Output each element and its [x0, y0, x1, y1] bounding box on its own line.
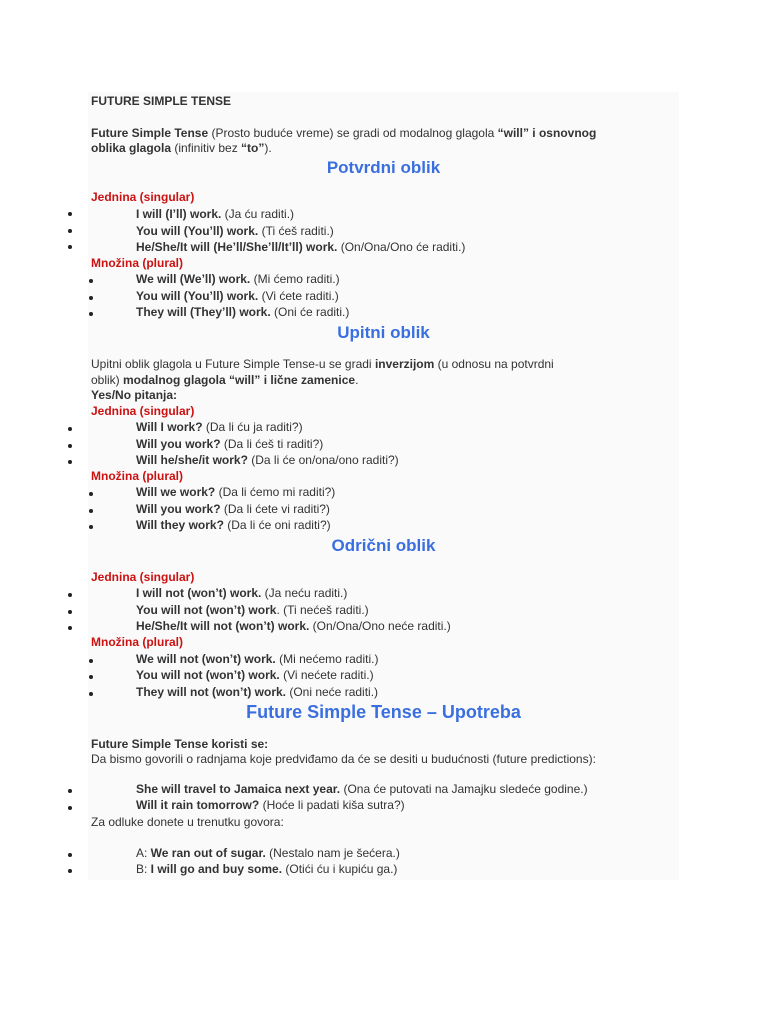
bullet-icon: [68, 427, 72, 431]
list-item: We will (We’ll) work. (Mi ćemo raditi.): [136, 272, 340, 286]
label-singular: Jednina (singular): [91, 190, 195, 204]
list-item: He/She/It will (He’ll/She’ll/It’ll) work. (On/Ona/Ono će raditi.): [136, 240, 466, 254]
dialog-line: B: I will go and buy some. (Otići ću i kupiću ga.): [136, 862, 398, 876]
label-plural: Množina (plural): [91, 469, 183, 483]
list-item: Will you work? (Da li ćete vi raditi?): [136, 502, 330, 516]
label-plural: Množina (plural): [91, 256, 183, 270]
usage-heading: Future Simple Tense koristi se:: [91, 737, 269, 751]
bullet-icon: [68, 626, 72, 630]
label-singular: Jednina (singular): [91, 404, 195, 418]
list-item: Will he/she/it work? (Da li će on/ona/ono raditi?): [136, 453, 399, 467]
bullet-icon: [68, 444, 72, 448]
list-item: She will travel to Jamaica next year. (Ona će putovati na Jamajku sledeće godine.): [136, 782, 588, 796]
list-item: He/She/It will not (won’t) work. (On/Ona/Ono neće raditi.): [136, 619, 451, 633]
bullet-icon: [68, 806, 72, 810]
bullet-icon: [68, 245, 72, 249]
bullet-icon: [68, 789, 72, 793]
bullet-icon: [68, 853, 72, 857]
bullet-icon: [68, 593, 72, 597]
interrogative-text-line-1: Upitni oblik glagola u Future Simple Tense-u se gradi inverzijom (u odnosu na potvrdni: [91, 357, 554, 371]
bullet-icon: [89, 509, 93, 513]
usage-predictions-text: Da bismo govorili o radnjama koje predviđamo da će se desiti u budućnosti (future predictions):: [91, 752, 596, 766]
bullet-icon: [68, 869, 72, 873]
document-title: FUTURE SIMPLE TENSE: [91, 94, 232, 108]
list-item: You will (You’ll) work. (Vi ćete raditi.): [136, 289, 339, 303]
bullet-icon: [89, 312, 93, 316]
intro-line-1: Future Simple Tense (Prosto buduće vreme) se gradi od modalnog glagola “will” i osnovnog: [91, 126, 597, 140]
list-item: They will (They’ll) work. (Oni će raditi.): [136, 305, 350, 319]
section-heading-interrogative: Upitni oblik: [337, 323, 430, 342]
list-item: Will you work? (Da li ćeš ti raditi?): [136, 437, 324, 451]
usage-decisions-text: Za odluke donete u trenutku govora:: [91, 815, 284, 829]
label-plural: Množina (plural): [91, 635, 183, 649]
section-heading-negative: Odrični oblik: [331, 536, 436, 555]
list-item: They will not (won’t) work. (Oni neće raditi.): [136, 685, 379, 699]
bullet-icon: [68, 212, 72, 216]
list-item: Will it rain tomorrow? (Hoće li padati kiša sutra?): [136, 798, 405, 812]
bullet-icon: [68, 229, 72, 233]
list-item: I will (I’ll) work. (Ja ću raditi.): [136, 207, 295, 221]
list-item: We will not (won’t) work. (Mi nećemo raditi.): [136, 652, 379, 666]
section-heading-affirmative: Potvrdni oblik: [326, 158, 441, 177]
list-item: You will not (won’t) work. (Ti nećeš raditi.): [136, 603, 369, 617]
list-item: Will they work? (Da li će oni raditi?): [136, 518, 331, 532]
label-singular: Jednina (singular): [91, 570, 195, 584]
bullet-icon: [89, 525, 93, 529]
bullet-icon: [89, 659, 93, 663]
intro-line-2: oblika glagola (infinitiv bez “to”).: [91, 141, 272, 155]
interrogative-text-line-2: oblik) modalnog glagola “will” i lične zamenice.: [91, 373, 359, 387]
bullet-icon: [89, 492, 93, 496]
label-yes-no: Yes/No pitanja:: [91, 388, 178, 402]
bullet-icon: [68, 610, 72, 614]
bullet-icon: [89, 279, 93, 283]
list-item: You will (You’ll) work. (Ti ćeš raditi.): [136, 224, 334, 238]
list-item: I will not (won’t) work. (Ja neću raditi.): [136, 586, 348, 600]
bullet-icon: [89, 675, 93, 679]
section-heading-usage: Future Simple Tense – Upotreba: [246, 702, 521, 722]
bullet-icon: [89, 692, 93, 696]
list-item: Will we work? (Da li ćemo mi raditi?): [136, 485, 336, 499]
dialog-line: A: We ran out of sugar. (Nestalo nam je šećera.): [136, 846, 400, 860]
bullet-icon: [89, 296, 93, 300]
list-item: You will not (won’t) work. (Vi nećete raditi.): [136, 668, 374, 682]
list-item: Will I work? (Da li ću ja raditi?): [136, 420, 303, 434]
bullet-icon: [68, 460, 72, 464]
